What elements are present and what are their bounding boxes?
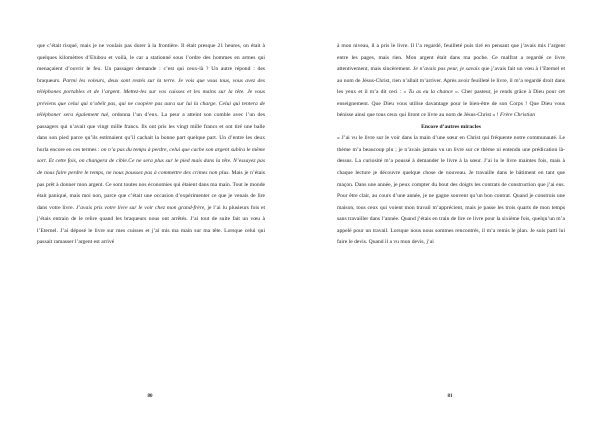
paragraph bbox=[337, 41, 565, 122]
text-run: je l’ai lu plusieurs fois et j’étais entrain de le relire quand les braqueurs nous ont arrêtés. J’ai tout de suite fait un vœu à l’Eternel. J’ai déposé le livre sur mes cuisses et j’ai mis ma main sur ma tête. Lorsque celui qui passait ramasser l’argent est arrivé bbox=[37, 204, 266, 246]
text-run: Mais je n’étais pas prêt à donner mon argent. Ce sont toutes nos économies qui étaient dans ma main. Tout le monde était paniqué, mais moi non, parce que c’était une occasion d’expérimenter ce que je venais de lire dans votre livre. bbox=[37, 170, 265, 211]
text-run: à mon niveau, il a pris le livre. Il l’a regardé, feuilleté puis tiré en pensant que j’avais mis l’argent entre les pages, mais rien. Mon argent était dans ma poche. Ce malfrat a regardé ce livre attentivement, mais sincèrement. bbox=[337, 43, 565, 73]
text-run: ordonna l’un d’eux. La peur a atteint son comble avec l’un des passagers qui n’avait que vingt mille francs. Ils ont pris les vingt mille francs et ont tiré une balle dans son pied parce qu’ils estimaient qu’il cachait la bonne part quelque part. Un d’entre les deux hurla encore en ces termes : bbox=[37, 112, 266, 153]
text-run: « J’ai vu le livre sur le voir dans la main d’une sœur en Christ qui fréquente notre communauté. Le thème m’a beaucoup plu ; je n’avais jamais vu un livre sur ce thème ni entendu une prédication là-dessus. La curiosité m’a poussé à demander le livre à la sœur. J’ai lu le livre maintes fois, mais à chaque lecture je découvre quelque chose de nouveau. Je travaille dans le bâtiment en tant que maçon. Dans une année, je peux compter du bout des doigts les contrats de construction que j’ai eus. Pour être clair, au cours d’une année, je ne gagne souvent qu’un bon contrat. Quand je construis une maison, tous ceux qui voient mon travail m’apprécient, mais je passe les trois quarts de mon temps sans travailler dans l’année. Quand j’étais en train de lire ce livre pour la sixième fois, quelqu’un m’a appelé pour un travail. Lorsque nous nous sommes rencontrés, il m’a remis le plan. Je suis parti lui faire le devis. Quand il a vu mon devis, j’ai bbox=[337, 135, 565, 246]
page-number-right: 81 bbox=[447, 394, 453, 399]
paragraph bbox=[337, 133, 565, 248]
text-run: que j’avais fait un vœu à l’Eternel et au nom de Jésus-Christ, rien n’allait m’arriver. Après avoir feuilleté le livre, il m’a regardé droit dans les yeux et il m’a dit ceci : bbox=[337, 66, 565, 96]
left-text-column bbox=[37, 41, 265, 249]
paragraph bbox=[37, 41, 265, 249]
italic-text: Frère Christian bbox=[499, 112, 536, 119]
italic-text: Je n’avais pas peur, je savais bbox=[412, 66, 480, 73]
italic-text: on n’a pas du temps à perdre, celui que cache son argent subira le même sort. Et cette fois, on changera de cible.Ce ne sera plus sur le pied mais dans la tête. N’essayez pas de nous faire perdre le temps, ne nous poussez pas à commettre des crimes non plus. bbox=[37, 146, 265, 177]
italic-text: J’avais pris votre livre sur le voir chez mon grand-frère, bbox=[75, 204, 206, 211]
italic-text: Parmi les voleurs, deux sont restés sur la terre. Je vois que vous tous, vous avez des téléphones portables et de l’argent. Mettez-les sur vos cuisses et les mains sur la tête. Je vous préviens que celui qui n’obéit pas, qui ne coopère pas aura sur lui la charge. Celui qui tentera de téléphoner sera également tué, bbox=[37, 77, 265, 119]
italic-text: « Tu as eu la chance ». bbox=[403, 89, 460, 96]
right-page bbox=[300, 0, 600, 424]
section-heading: Encore d’autres miracles bbox=[421, 123, 481, 130]
page-number-left: 80 bbox=[147, 394, 153, 399]
testimony-mason bbox=[337, 133, 565, 248]
text-run: que c’était risqué, mais je ne voulais pas durer à la frontière. Il était presque 21 heures, on était à quelques kilomètres d’Elubou et voilà, le car a stationné sous l’ordre des hommes en armes qui menaçaient d’ouvrir le feu. Un passager demande : c’est qui ceux-là ? Un autre répond : des braqueurs. bbox=[37, 43, 265, 84]
right-text-column bbox=[337, 41, 565, 249]
text-run: Cher pasteur, je rends grâce à Dieu pour cet enseignement. Que Dieu vous utilise davantage pour le bien-être de son Corps ! Que Dieu vous bénisse ainsi que tous ceux qui liront ce livre au nom de Jésus-Christ » ! bbox=[337, 89, 565, 119]
testimony-christian bbox=[337, 41, 565, 122]
